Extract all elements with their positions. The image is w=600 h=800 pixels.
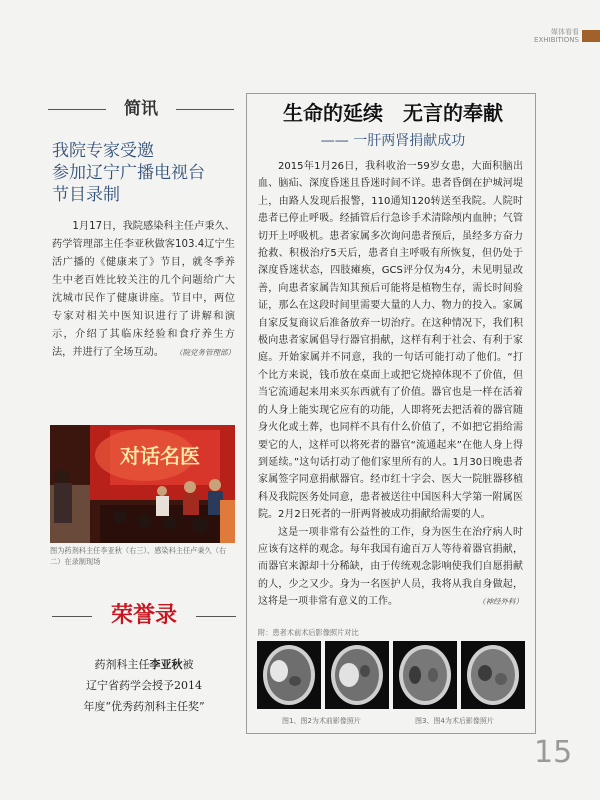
scan-caption-postop: 图3、图4为术后影像照片: [415, 717, 494, 725]
event-photo: [50, 425, 235, 543]
news-body-text: 1月17日，我院感染科主任卢秉久、药学管理部主任李亚秋做客103.4辽宁生活广播的《健康来了》节目，就冬季养生中老百姓比较关注的几个问题给广大沈城市民作了健康讲座。节目中，两位专家对相关中医知识进行了讲解和演示，介绍了其临床经验和食疗养生方法，并进行了全场互动。: [52, 221, 235, 358]
divider: [176, 109, 234, 110]
ct-scan-image: [393, 641, 457, 709]
article-paragraph: [258, 524, 523, 611]
award-name: 李亚秋: [149, 658, 183, 671]
brief-title: 简讯: [124, 99, 158, 119]
article-body: [258, 158, 523, 611]
article-paragraph-text: 这是一项非常有公益性的工作，身为医生在治疗病人时应该有这样的观念。每年我国有逾百万人等待着器官捐献，而器官来源却十分稀缺，由于传统观念影响使我们自愿捐献的人，少之又少。身为一名医护人员，我将从我自身做起，这将是一项非常有意义的工作。: [258, 526, 523, 608]
ct-scan-image: [257, 641, 321, 709]
award-text: [52, 654, 236, 717]
section-tag-cn: 媒体看看: [551, 28, 579, 36]
news-headline: [52, 140, 232, 206]
article-paragraph: 2015年1月26日，我科收治一59岁女患，大面积脑出血、脑疝、深度昏迷且昏迷时间不详。患者昏倒在护城河堤上，由路人发现后报警，110通知120转送至我院。人院时患者已停止呼吸。经插管后行急诊手术清除颅内血肿；气管切开上呼吸机。患者家属多次询问患者预后，虽经多方奋力抢救、积极治疗5天后，患者自主呼吸有所恢复，但仍处于深度昏迷状态，四肢瘫痪，GCS评分仅为4分，未见明显改善，向患者家属告知其预后可能将是植物生存，需长时间验证，那么在这段时间里需要大量的人力、物力的投入。家属自家反复商议后准备放弃一切治疗。在这种情况下，我们积极向患者家属倡导行器官捐献，这样有利于社会、有利于家庭。开始家属并不同意，我的一句话可能打动了他们。“打个比方来说，钱币放在桌面上或把它烧掉体现不了价值，但当它流通起来用来买东西就有了价值。器官也是一样在活着的人身上能实现它应有的功能，人即将死去把活着的器官随身火化或土葬，也同样不具有什么价值了，不如把它捐给需要它的人，这样可以将死者的器官“流通起来”在他人身上得到延续。”这句话打动了他们家里所有的人。1月30日晚患者家属签字同意捐献器官。经市红十字会、医大一院脏器移植科及我院医务处同意，患者被送往中国医科大学第一附属医院。2月2日死者的一肝两肾被成功捐献给需要的人。: [258, 161, 523, 521]
scan-caption-preop: 图1、图2为术前影像照片: [282, 717, 361, 725]
ct-scan-image: [461, 641, 525, 709]
section-tag-en: EXHIBITIONS: [534, 36, 579, 44]
article-signature: （神经外科）: [478, 597, 523, 607]
ct-scan-image: [325, 641, 389, 709]
article-subtitle: —— 一肝两肾捐献成功: [320, 133, 466, 149]
honor-section-heading: [52, 600, 236, 630]
event-photo-graphic: [50, 425, 235, 543]
photo-caption: 图为药剂科主任李亚秋（右三）、感染科主任卢秉久（右二）在录制现场: [50, 546, 227, 566]
article-title: 生命的延续 无言的奉献: [283, 101, 503, 125]
award-line: 年度“优秀药剂科主任奖”: [83, 700, 205, 713]
section-tag: [519, 28, 579, 44]
news-headline-line: 节目录制: [52, 185, 120, 205]
news-signature: （院党务管理部）: [175, 348, 235, 357]
scan-note: 附：患者术前术后影像照片对比: [258, 628, 359, 637]
award-line: 辽宁省药学会授予2014: [86, 679, 202, 692]
news-headline-line: 我院专家受邀: [52, 141, 154, 161]
ct-scan-row: [257, 641, 525, 709]
award-prefix: 药剂科主任: [94, 658, 150, 671]
photo-banner-text: 对话名医: [120, 444, 200, 468]
news-headline-line: 参加辽宁广播电视台: [52, 163, 205, 183]
award-line: [52, 654, 236, 675]
header-color-bar: [582, 30, 600, 42]
page-number: 15: [534, 735, 573, 770]
brief-section-heading: [48, 99, 234, 119]
news-body: [52, 218, 235, 362]
honor-title: 荣誉录: [110, 602, 177, 628]
divider: [196, 616, 236, 617]
award-suffix: 被: [182, 658, 194, 671]
